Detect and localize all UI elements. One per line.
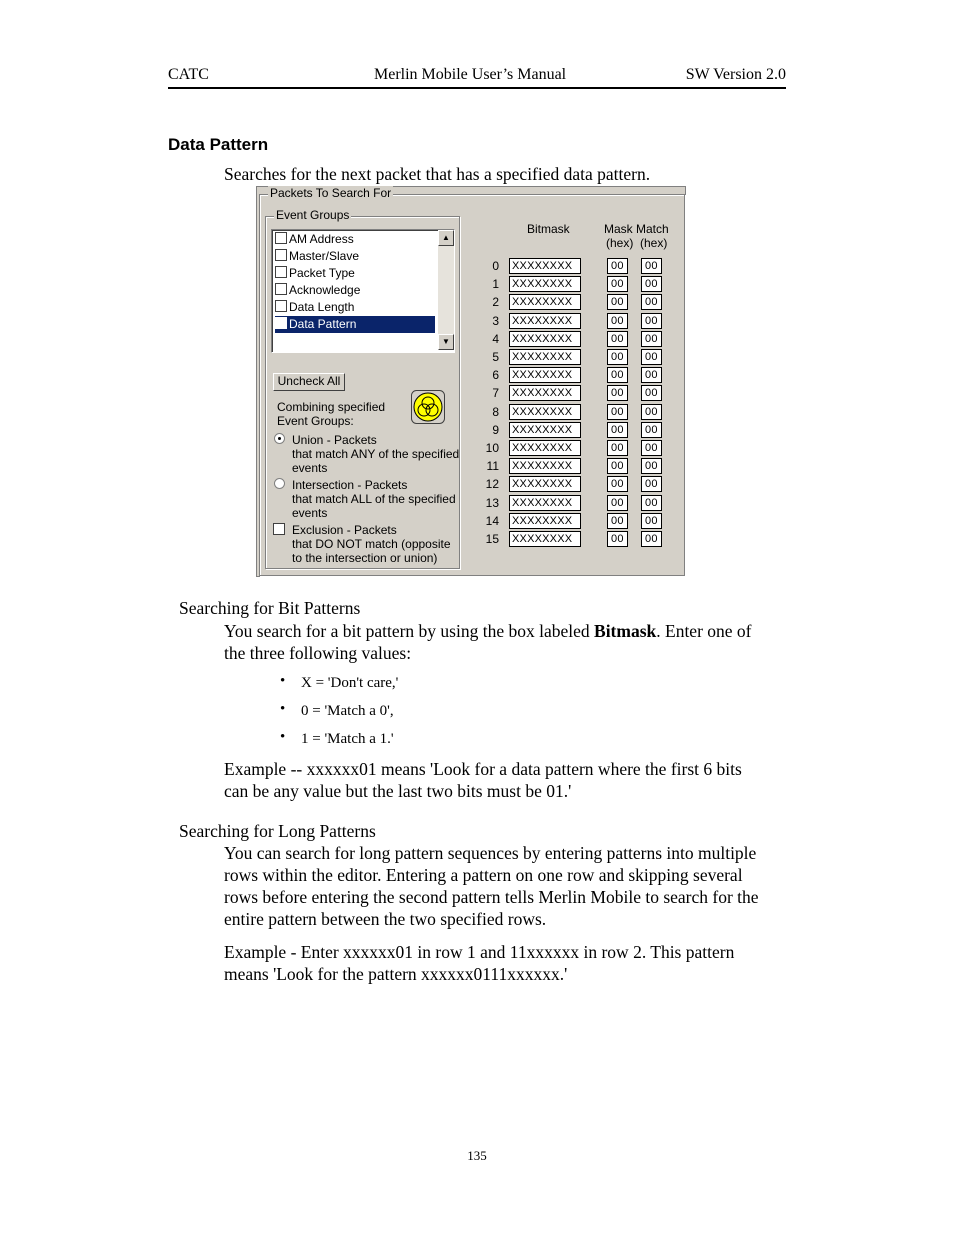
- mask-hex-input[interactable]: 00: [607, 349, 628, 365]
- intersection-label-1: Intersection - Packets: [292, 478, 408, 492]
- bitmask-input[interactable]: XXXXXXXX: [509, 313, 581, 329]
- checkbox-icon[interactable]: [275, 266, 287, 278]
- match-column-unit: (hex): [640, 236, 668, 250]
- intersection-label-2: that match ALL of the specified: [292, 492, 456, 506]
- header-company: CATC: [168, 66, 209, 83]
- packets-group-title: Packets To Search For: [270, 186, 392, 200]
- mask-hex-input[interactable]: 00: [607, 440, 628, 456]
- bitmask-term: Bitmask: [594, 621, 657, 641]
- bitmask-input[interactable]: XXXXXXXX: [509, 531, 581, 547]
- bullet-item: X = 'Don't care,': [301, 675, 399, 691]
- bitmask-input[interactable]: XXXXXXXX: [509, 476, 581, 492]
- match-hex-input[interactable]: 00: [641, 422, 662, 438]
- match-hex-input[interactable]: 00: [641, 258, 662, 274]
- section-title: Data Pattern: [168, 135, 269, 154]
- row-number: 3: [492, 314, 499, 328]
- match-hex-input[interactable]: 00: [641, 495, 662, 511]
- match-hex-input[interactable]: 00: [641, 331, 662, 347]
- bitmask-input[interactable]: XXXXXXXX: [509, 458, 581, 474]
- bitmask-input[interactable]: XXXXXXXX: [509, 258, 581, 274]
- exclusion-label-1: Exclusion - Packets: [292, 523, 397, 537]
- mask-hex-input[interactable]: 00: [607, 495, 628, 511]
- mask-column-unit: (hex): [606, 236, 634, 250]
- long-patterns-line: You can search for long pattern sequences by entering patterns into multiple: [224, 843, 757, 863]
- venn-diagram-icon: [411, 390, 445, 427]
- example-line-1: Example -- xxxxxx01 means 'Look for a data pattern where the first 6 bits: [224, 759, 742, 779]
- checkbox-icon[interactable]: [275, 317, 287, 329]
- mask-hex-input[interactable]: 00: [607, 313, 628, 329]
- bitmask-input[interactable]: XXXXXXXX: [509, 349, 581, 365]
- mask-column-header: Mask: [604, 222, 633, 236]
- bullet-icon: •: [280, 701, 286, 717]
- bit-patterns-paragraph: [224, 620, 786, 664]
- match-hex-input[interactable]: 00: [641, 276, 662, 292]
- combining-label-1: Combining specified: [277, 400, 386, 414]
- mask-hex-input[interactable]: 00: [607, 385, 628, 401]
- match-hex-input[interactable]: 00: [641, 367, 662, 383]
- long-patterns-paragraph: [224, 842, 786, 930]
- long-patterns-line: rows before entering the second pattern tells Merlin Mobile to search for the: [224, 887, 759, 907]
- list-item-label: Packet Type: [289, 266, 355, 280]
- row-number: 10: [485, 441, 499, 455]
- row-number: 8: [492, 405, 499, 419]
- checkbox-icon[interactable]: [275, 300, 287, 312]
- long-patterns-heading: Searching for Long Patterns: [179, 821, 376, 841]
- list-item-label: Data Length: [289, 300, 355, 314]
- example-line-2: can be any value but the last two bits must be 01.': [224, 781, 572, 801]
- match-hex-input[interactable]: 00: [641, 349, 662, 365]
- event-groups-title: Event Groups: [276, 208, 350, 222]
- list-item-label: Acknowledge: [289, 283, 361, 297]
- bullet-item: 0 = 'Match a 0',: [301, 703, 394, 719]
- bit-patterns-text-a: You search for a bit pattern by using the box labeled: [224, 621, 595, 641]
- row-number: 2: [492, 295, 499, 309]
- mask-hex-input[interactable]: 00: [607, 294, 628, 310]
- match-column-header: Match: [636, 222, 669, 236]
- list-item-selected[interactable]: [275, 316, 435, 333]
- bitmask-input[interactable]: XXXXXXXX: [509, 440, 581, 456]
- list-item[interactable]: [275, 231, 435, 248]
- long-patterns-line: rows within the editor. Entering a pattern on one row and skipping several: [224, 865, 743, 885]
- checkbox-icon[interactable]: [275, 232, 287, 244]
- list-item[interactable]: [275, 299, 435, 316]
- bitmask-input[interactable]: XXXXXXXX: [509, 276, 581, 292]
- bitmask-input[interactable]: XXXXXXXX: [509, 331, 581, 347]
- mask-hex-input[interactable]: 00: [607, 531, 628, 547]
- page-header: [168, 66, 786, 89]
- exclusion-checkbox[interactable]: [273, 523, 285, 535]
- row-number: 5: [492, 350, 499, 364]
- bitmask-input[interactable]: XXXXXXXX: [509, 404, 581, 420]
- mask-hex-input[interactable]: 00: [607, 458, 628, 474]
- scroll-down-icon[interactable]: ▼: [438, 334, 454, 350]
- row-number: 7: [492, 386, 499, 400]
- union-label-3: events: [292, 461, 328, 475]
- bullet-icon: •: [280, 673, 286, 689]
- header-manual-title: Merlin Mobile User’s Manual: [374, 66, 567, 83]
- row-number: 11: [486, 459, 499, 473]
- row-number: 14: [485, 514, 499, 528]
- row-number: 15: [485, 532, 499, 546]
- bitmask-input[interactable]: XXXXXXXX: [509, 495, 581, 511]
- exclusion-label-3: to the intersection or union): [292, 551, 438, 565]
- packets-to-search-dialog: [256, 186, 686, 577]
- long-example-line: means 'Look for the pattern xxxxxx0111xxxxxx.': [224, 964, 568, 984]
- bitmask-input[interactable]: XXXXXXXX: [509, 294, 581, 310]
- combining-label-2: Event Groups:: [277, 414, 354, 428]
- bit-patterns-example: [224, 758, 786, 802]
- bitmask-input[interactable]: XXXXXXXX: [509, 385, 581, 401]
- uncheck-all-button[interactable]: Uncheck All: [273, 373, 345, 391]
- list-item-label: Data Pattern: [289, 317, 357, 331]
- checkbox-icon[interactable]: [275, 283, 287, 295]
- match-hex-input[interactable]: 00: [641, 294, 662, 310]
- bitmask-input[interactable]: XXXXXXXX: [509, 513, 581, 529]
- long-patterns-line: entire pattern between the two specified rows.: [224, 909, 547, 929]
- list-scrollbar[interactable]: [438, 230, 454, 350]
- bitmask-input[interactable]: XXXXXXXX: [509, 422, 581, 438]
- mask-hex-input[interactable]: 00: [607, 404, 628, 420]
- exclusion-label-2: that DO NOT match (opposite: [292, 537, 451, 551]
- match-hex-input[interactable]: 00: [641, 385, 662, 401]
- union-label-2: that match ANY of the specified: [292, 447, 460, 461]
- bit-patterns-text-b: . Enter one of: [656, 621, 752, 641]
- intersection-radio[interactable]: [274, 478, 285, 489]
- list-item[interactable]: [275, 282, 435, 299]
- mask-hex-input[interactable]: 00: [607, 513, 628, 529]
- match-hex-input[interactable]: 00: [641, 404, 662, 420]
- bitmask-column-header: Bitmask: [527, 222, 570, 236]
- list-item[interactable]: [275, 265, 435, 282]
- intersection-label-3: events: [292, 506, 328, 520]
- bitmask-input[interactable]: XXXXXXXX: [509, 367, 581, 383]
- match-hex-input[interactable]: 00: [641, 440, 662, 456]
- long-example-line: Example - Enter xxxxxx01 in row 1 and 11xxxxxx in row 2. This pattern: [224, 942, 735, 962]
- bullet-item: 1 = 'Match a 1.': [301, 731, 394, 747]
- match-hex-input[interactable]: 00: [641, 476, 662, 492]
- union-radio[interactable]: [274, 433, 285, 444]
- header-version: SW Version 2.0: [685, 66, 786, 83]
- checkbox-icon[interactable]: [275, 249, 287, 261]
- union-label-1: Union - Packets: [292, 433, 377, 447]
- long-patterns-example: [224, 941, 786, 985]
- match-hex-input[interactable]: 00: [641, 458, 662, 474]
- event-groups-list[interactable]: [271, 229, 455, 353]
- row-number: 6: [492, 368, 499, 382]
- match-hex-input[interactable]: 00: [641, 513, 662, 529]
- list-item-label: AM Address: [289, 232, 354, 246]
- mask-hex-input[interactable]: 00: [607, 422, 628, 438]
- mask-hex-input[interactable]: 00: [607, 476, 628, 492]
- mask-hex-input[interactable]: 00: [607, 367, 628, 383]
- row-number: 1: [492, 277, 499, 291]
- match-hex-input[interactable]: 00: [641, 531, 662, 547]
- mask-hex-input[interactable]: 00: [607, 276, 628, 292]
- mask-hex-input[interactable]: 00: [607, 258, 628, 274]
- row-number: 9: [492, 423, 499, 437]
- bit-patterns-heading: Searching for Bit Patterns: [179, 598, 361, 618]
- bullet-icon: •: [280, 729, 286, 745]
- page-number: 135: [467, 1148, 487, 1163]
- row-number: 13: [485, 496, 499, 510]
- row-number: 4: [492, 332, 499, 346]
- list-item-label: Master/Slave: [289, 249, 360, 263]
- match-hex-input[interactable]: 00: [641, 313, 662, 329]
- bit-patterns-text-c: the three following values:: [224, 643, 412, 663]
- scroll-up-icon[interactable]: ▲: [438, 230, 454, 246]
- row-number: 0: [492, 259, 499, 273]
- list-item[interactable]: [275, 248, 435, 265]
- row-number: 12: [485, 477, 499, 491]
- intro-text: Searches for the next packet that has a specified data pattern.: [224, 164, 651, 184]
- mask-hex-input[interactable]: 00: [607, 331, 628, 347]
